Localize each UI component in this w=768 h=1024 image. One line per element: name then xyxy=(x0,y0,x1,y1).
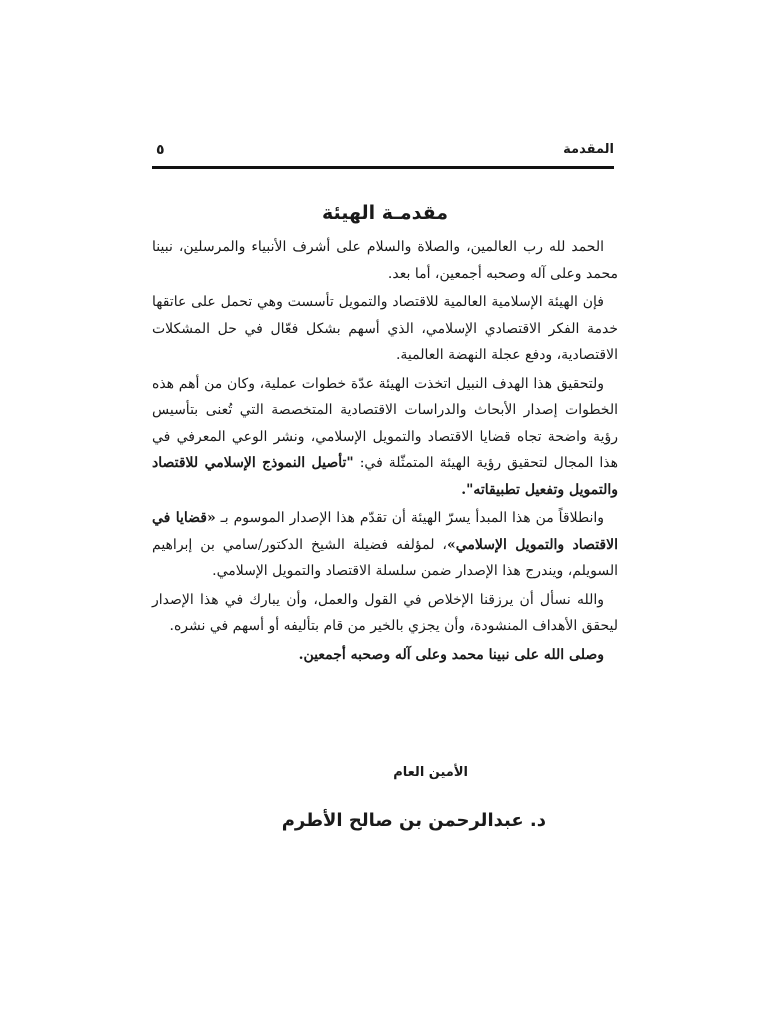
vision-statement: "تأصيل النموذج الإسلامي للاقتصاد والتمويل وتفعيل تطبيقاته". xyxy=(152,455,618,498)
paragraph-publication xyxy=(152,505,618,585)
book-title: «قضايا في الاقتصاد والتمويل الإسلامي» xyxy=(152,510,618,553)
closing-line: وصلى الله على نبينا محمد وعلى آله وصحبه أجمعين. xyxy=(298,646,604,663)
paragraph-prayer xyxy=(152,587,618,640)
signatory-role: الأمين العام xyxy=(393,765,468,780)
running-title: المقدمة xyxy=(563,142,614,157)
signature-block xyxy=(152,758,618,836)
page-title: مقدمـة الهيئة xyxy=(321,202,449,224)
paragraph-text: ولتحقيق هذا الهدف النبيل اتخذت الهيئة عدّة خطوات عملية، وكان من أهم هذه الخطوات إصدار الأبحاث والدراسات الاقتصادية المتخصصة التي تُعنى بتأسيس رؤية واضحة تجاه قضايا الاقتصاد والتمويل الإسلامي، ونشر الوعي المعرفي في هذا المجال لتحقيق رؤية الهيئة المتمثّلة في: xyxy=(152,375,618,471)
paragraph-opening xyxy=(152,234,618,287)
paragraph-founding xyxy=(152,289,618,369)
signatory-name: د. عبدالرحمن بن صالح الأطرم xyxy=(281,810,546,831)
paragraph-text: الحمد لله رب العالمين، والصلاة والسلام على أشرف الأنبياء والمرسلين، نبينا محمد وعلى آله وصحبه أجمعين، أما بعد. xyxy=(152,239,618,282)
header-rule xyxy=(152,166,614,169)
paragraph-text: والله نسأل أن يرزقنا الإخلاص في القول والعمل، وأن يبارك في هذا الإصدار ليحقق الأهداف المنشودة، وأن يجزي بالخير من قام بتأليفه أو أسهم في نشره. xyxy=(152,591,618,634)
paragraph-text-after: ، لمؤلفه فضيلة الشيخ الدكتور/سامي بن إبراهيم السويلم، ويندرج هذا الإصدار ضمن سلسلة الاقتصاد والتمويل الإسلامي. xyxy=(152,536,618,579)
paragraph-goals xyxy=(152,371,618,504)
paragraph-text: وانطلاقاً من هذا المبدأ يسرّ الهيئة أن تقدّم هذا الإصدار الموسوم بـ xyxy=(215,510,604,526)
running-header xyxy=(152,140,614,164)
paragraph-text: فإن الهيئة الإسلامية العالمية للاقتصاد والتمويل تأسست وهي تحمل على عاتقها خدمة الفكر الاقتصادي الإسلامي، الذي أسهم بشكل فعّال في حل المشكلات الاقتصادية، ودفع عجلة النهضة العالمية. xyxy=(152,294,618,363)
main-content xyxy=(152,200,618,668)
page-number: ٥ xyxy=(156,142,165,158)
